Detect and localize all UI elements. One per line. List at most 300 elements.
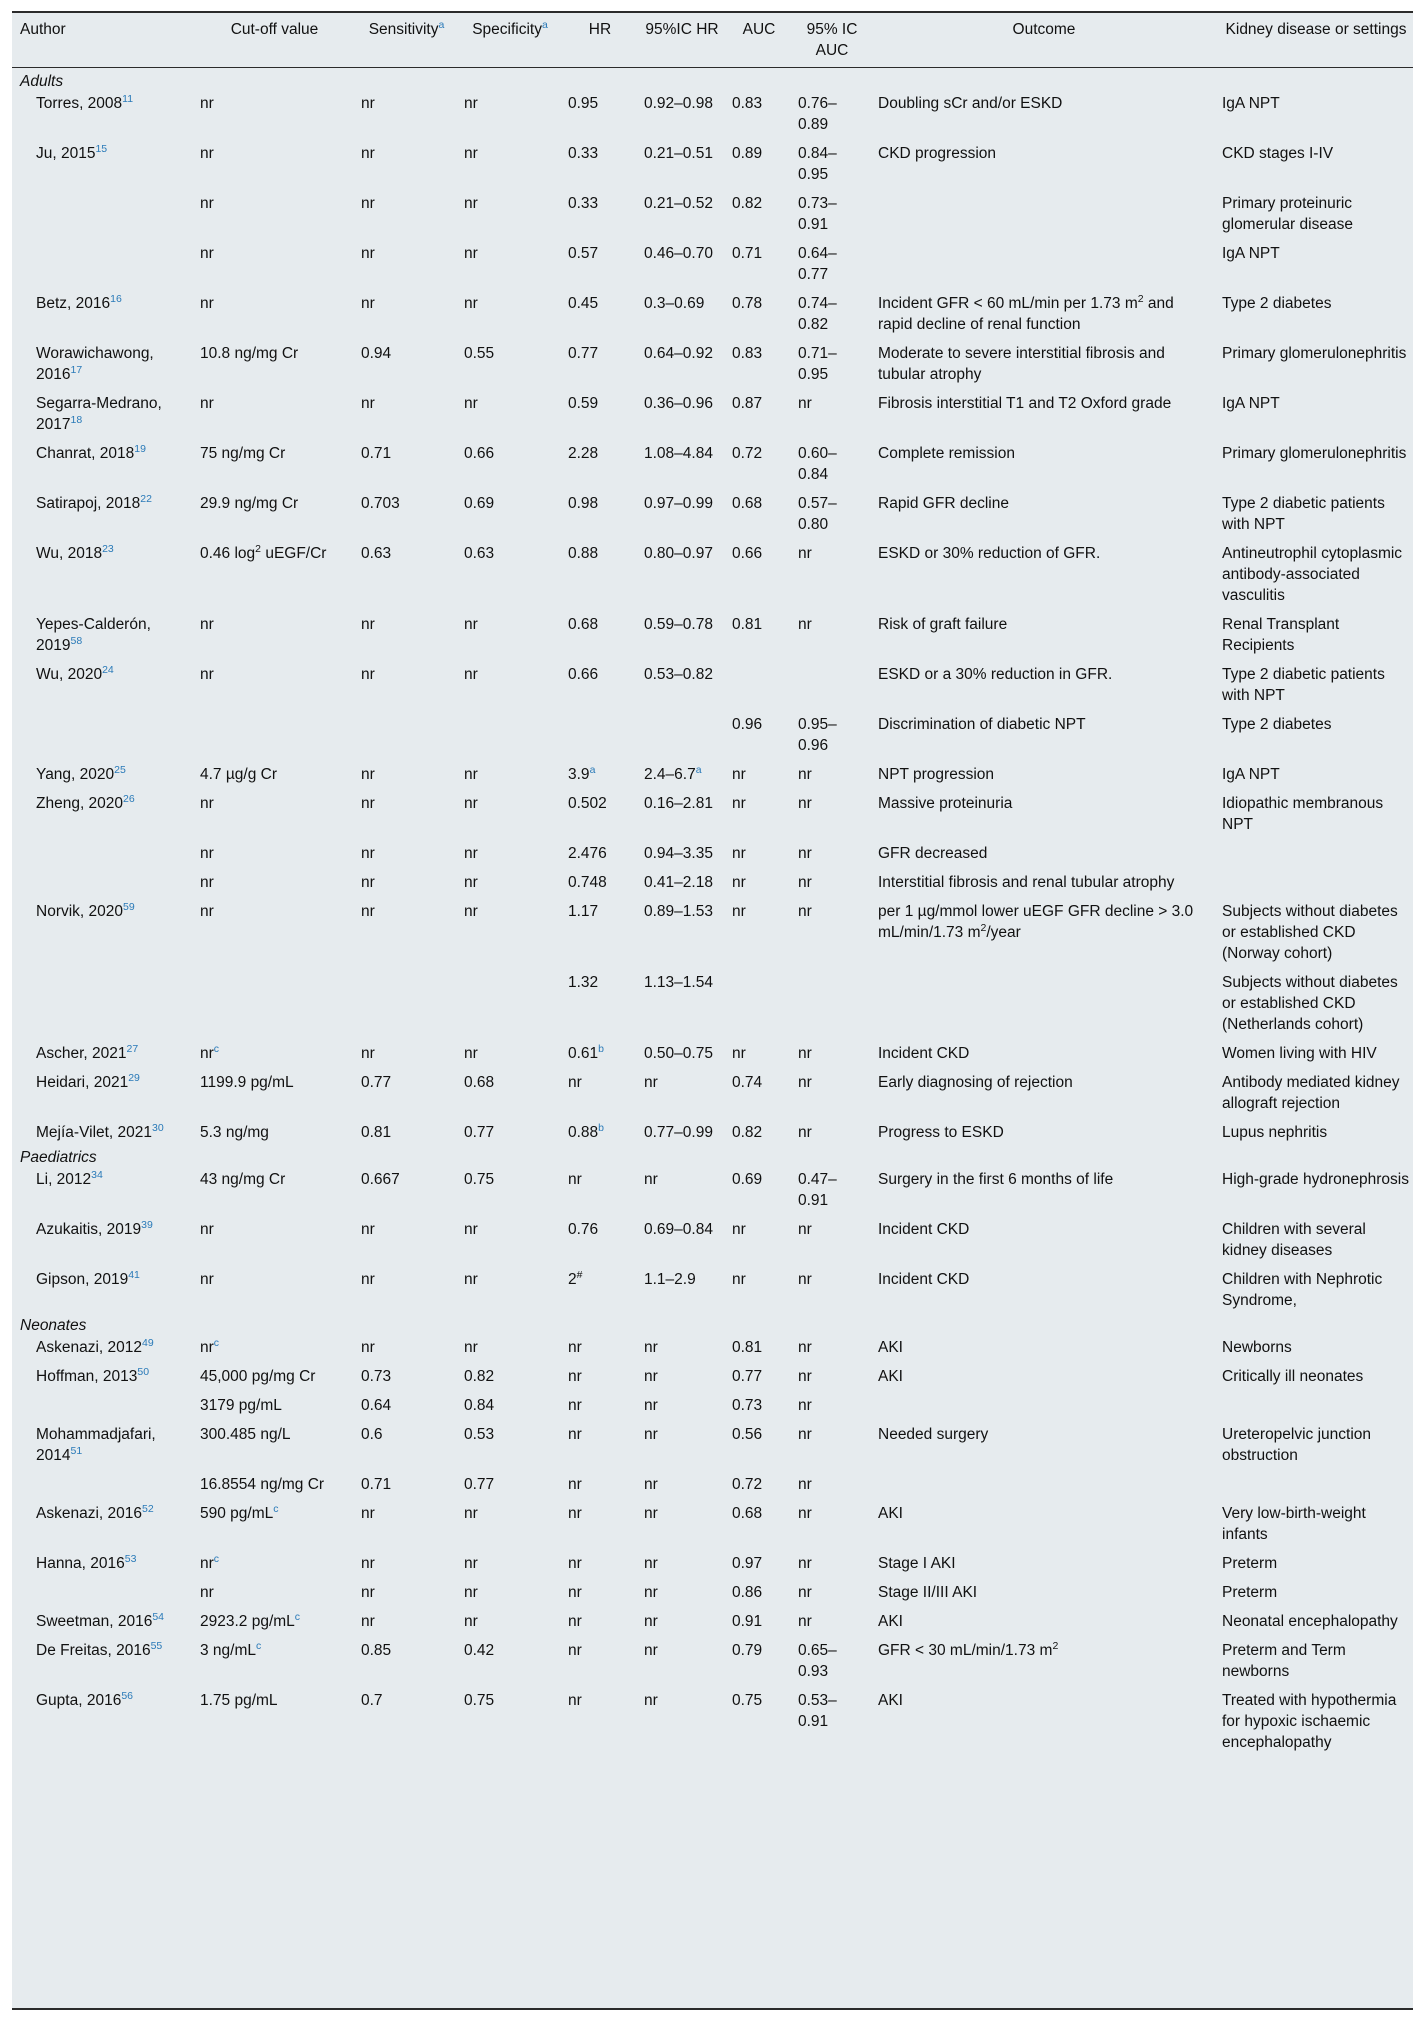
table-row bbox=[12, 1212, 1413, 1262]
cell-auc: 0.87 bbox=[732, 395, 763, 412]
cell-ci-hr: nr bbox=[644, 1505, 658, 1522]
cell-hr: nr bbox=[568, 1505, 582, 1522]
cell-author: Wu, 2020$^{24}$ bbox=[36, 663, 114, 683]
cell-author: Askenazi, 2012$^{49}$ bbox=[36, 1336, 154, 1356]
cell-ci-hr: nr bbox=[644, 1397, 658, 1414]
cell-author bbox=[12, 1575, 194, 1604]
cell-cutoff: nr bbox=[200, 795, 214, 812]
cell-author: Satirapoj, 2018$^{22}$ bbox=[36, 492, 152, 512]
cell-specificity: nr bbox=[464, 845, 478, 862]
cell-outcome: Interstitial fibrosis and renal tubular atrophy bbox=[878, 874, 1175, 891]
cell-author: Zheng, 2020$^{26}$ bbox=[36, 792, 135, 812]
cell-ci-hr: 1.13–1.54 bbox=[644, 974, 713, 991]
cell-ci-auc: nr bbox=[798, 1555, 812, 1572]
cell-kidney bbox=[1216, 1388, 1413, 1417]
cell-ci-auc: nr bbox=[798, 766, 812, 783]
cell-kidney: Idiopathic membranous NPT bbox=[1222, 795, 1384, 833]
cell-kidney: Type 2 diabetes bbox=[1222, 295, 1332, 312]
cell-kidney: IgA NPT bbox=[1222, 766, 1280, 783]
cell-hr: nr bbox=[568, 1397, 582, 1414]
cell-hr: 0.33 bbox=[568, 195, 599, 212]
cell-hr: 2.476 bbox=[568, 845, 607, 862]
cell-ci-hr: nr bbox=[644, 1555, 658, 1572]
cell-auc: 0.73 bbox=[732, 1397, 763, 1414]
cell-kidney: Type 2 diabetes bbox=[1222, 716, 1332, 733]
cell-specificity: nr bbox=[464, 1271, 478, 1288]
cell-specificity: 0.55 bbox=[464, 345, 495, 362]
cell-specificity: nr bbox=[464, 1221, 478, 1238]
cell-ci-hr: 0.64–0.92 bbox=[644, 345, 713, 362]
cell-specificity: nr bbox=[464, 195, 478, 212]
table-row bbox=[12, 1262, 1413, 1312]
table-row bbox=[12, 236, 1413, 286]
table-row bbox=[12, 1604, 1413, 1633]
cell-author: De Freitas, 2016$^{55}$ bbox=[36, 1639, 163, 1659]
cell-ci-hr bbox=[638, 707, 726, 757]
table-row bbox=[12, 386, 1413, 436]
cell-auc: nr bbox=[732, 766, 746, 783]
cell-cutoff: 300.485 ng/L bbox=[200, 1426, 291, 1443]
cell-specificity: nr bbox=[464, 395, 478, 412]
cell-auc: nr bbox=[732, 903, 746, 920]
cell-ci-auc: nr bbox=[798, 1368, 812, 1385]
table-row bbox=[12, 786, 1413, 836]
cell-specificity: nr bbox=[464, 766, 478, 783]
cell-author bbox=[12, 836, 194, 865]
cell-outcome: Doubling sCr and/or ESKD bbox=[878, 95, 1063, 112]
cell-ci-auc: 0.60–0.84 bbox=[798, 445, 837, 483]
cell-ci-auc: nr bbox=[798, 1613, 812, 1630]
cell-author: Hoffman, 2013$^{50}$ bbox=[36, 1365, 150, 1385]
cell-ci-hr: nr bbox=[644, 1692, 658, 1709]
cell-author: Yepes-Calderón, 2019$^{58}$ bbox=[36, 616, 151, 654]
cell-outcome: Fibrosis interstitial T1 and T2 Oxford grade bbox=[878, 395, 1172, 412]
cell-author: Ascher, 2021$^{27}$ bbox=[36, 1042, 139, 1062]
cell-specificity: nr bbox=[464, 874, 478, 891]
cell-auc: 0.89 bbox=[732, 145, 763, 162]
cell-specificity: nr bbox=[464, 666, 478, 683]
section-title: Neonates bbox=[20, 1317, 87, 1334]
cell-cutoff bbox=[194, 965, 355, 1036]
cell-sensitivity: nr bbox=[361, 903, 375, 920]
cell-hr: 0.95 bbox=[568, 95, 599, 112]
cell-hr: nr bbox=[568, 1555, 582, 1572]
cell-auc: 0.83 bbox=[732, 95, 763, 112]
cell-ci-hr: 0.80–0.97 bbox=[644, 545, 713, 562]
cell-cutoff: 29.9 ng/mg Cr bbox=[200, 495, 299, 512]
cell-outcome: per 1 µg/mmol lower uEGF GFR decline > 3.0 mL/min/1.73 $m^2$/year bbox=[878, 903, 1194, 941]
cell-outcome: Early diagnosing of rejection bbox=[878, 1074, 1073, 1091]
cell-hr: 0.57 bbox=[568, 245, 599, 262]
biomarker-table bbox=[12, 11, 1413, 2010]
cell-cutoff: nr bbox=[200, 845, 214, 862]
col-outcome: Outcome bbox=[872, 13, 1216, 68]
cell-sensitivity: 0.64 bbox=[361, 1397, 392, 1414]
table-row bbox=[12, 657, 1413, 707]
cell-ci-auc: 0.47–0.91 bbox=[798, 1171, 837, 1209]
cell-cutoff: nr bbox=[200, 395, 214, 412]
cell-kidney: High-grade hydronephrosis bbox=[1222, 1171, 1409, 1188]
cell-sensitivity: nr bbox=[361, 1555, 375, 1572]
cell-ci-auc: nr bbox=[798, 1339, 812, 1356]
cell-ci-hr: 0.94–3.35 bbox=[644, 845, 713, 862]
cell-outcome: Incident CKD bbox=[878, 1221, 970, 1238]
cell-kidney: Type 2 diabetic patients with NPT bbox=[1222, 666, 1385, 704]
cell-specificity: 0.77 bbox=[464, 1124, 495, 1141]
cell-cutoff: 2923.2 pg/mL$^c$ bbox=[200, 1610, 301, 1630]
cell-hr bbox=[562, 707, 638, 757]
cell-sensitivity: 0.63 bbox=[361, 545, 392, 562]
cell-kidney: Type 2 diabetic patients with NPT bbox=[1222, 495, 1385, 533]
cell-ci-hr: 1.1–2.9 bbox=[644, 1271, 696, 1288]
cell-auc: 0.79 bbox=[732, 1642, 763, 1659]
cell-author bbox=[12, 236, 194, 286]
table-row bbox=[12, 436, 1413, 486]
cell-specificity: nr bbox=[464, 1045, 478, 1062]
cell-specificity: 0.63 bbox=[464, 545, 495, 562]
cell-hr: nr bbox=[568, 1368, 582, 1385]
cell-auc: 0.71 bbox=[732, 245, 763, 262]
cell-outcome: GFR < 30 mL/min/1.73 $m^2$ bbox=[878, 1639, 1059, 1659]
cell-author: Worawichawong, 2016$^{17}$ bbox=[36, 345, 154, 383]
cell-ci-hr: 0.21–0.52 bbox=[644, 195, 713, 212]
cell-outcome: AKI bbox=[878, 1692, 903, 1709]
cell-auc: nr bbox=[732, 874, 746, 891]
cell-outcome: NPT progression bbox=[878, 766, 995, 783]
cell-cutoff: nr bbox=[200, 145, 214, 162]
cell-cutoff: 5.3 ng/mg bbox=[200, 1124, 269, 1141]
cell-auc: nr bbox=[732, 1271, 746, 1288]
table-row bbox=[12, 836, 1413, 865]
cell-hr: nr bbox=[568, 1642, 582, 1659]
cell-ci-auc: 0.76–0.89 bbox=[798, 95, 837, 133]
table-row bbox=[12, 707, 1413, 757]
cell-outcome: Discrimination of diabetic NPT bbox=[878, 716, 1086, 733]
cell-hr: 2.28 bbox=[568, 445, 599, 462]
cell-ci-auc: 0.73–0.91 bbox=[798, 195, 837, 233]
cell-ci-auc: nr bbox=[798, 1397, 812, 1414]
cell-sensitivity: nr bbox=[361, 1613, 375, 1630]
cell-outcome: Stage II/III AKI bbox=[878, 1584, 978, 1601]
cell-sensitivity bbox=[355, 965, 458, 1036]
cell-ci-auc: 0.57–0.80 bbox=[798, 495, 837, 533]
cell-cutoff: nr$^c$ bbox=[200, 1042, 220, 1062]
cell-ci-auc: nr bbox=[798, 1124, 812, 1141]
cell-auc: 0.72 bbox=[732, 1476, 763, 1493]
cell-hr: 0.45 bbox=[568, 295, 599, 312]
col-ci-hr: 95%IC HR bbox=[638, 13, 726, 68]
cell-hr: nr bbox=[568, 1171, 582, 1188]
cell-specificity bbox=[458, 707, 562, 757]
cell-kidney bbox=[1216, 865, 1413, 894]
cell-auc: nr bbox=[732, 1045, 746, 1062]
cell-specificity: nr bbox=[464, 795, 478, 812]
cell-outcome: ESKD or a 30% reduction in GFR. bbox=[878, 666, 1113, 683]
cell-ci-auc: nr bbox=[798, 1505, 812, 1522]
cell-ci-hr: 0.3–0.69 bbox=[644, 295, 705, 312]
cell-auc: 0.91 bbox=[732, 1613, 763, 1630]
cell-auc: 0.66 bbox=[732, 545, 763, 562]
cell-sensitivity: 0.77 bbox=[361, 1074, 392, 1091]
cell-kidney: Ureteropelvic junction obstruction bbox=[1222, 1426, 1372, 1464]
cell-author: Azukaitis, 2019$^{39}$ bbox=[36, 1218, 153, 1238]
col-specificity: Specificity$^a$ bbox=[458, 13, 562, 68]
cell-cutoff: nr bbox=[200, 903, 214, 920]
cell-ci-hr: nr bbox=[644, 1426, 658, 1443]
cell-ci-auc: nr bbox=[798, 395, 812, 412]
cell-sensitivity: nr bbox=[361, 1045, 375, 1062]
cell-ci-auc: nr bbox=[798, 1271, 812, 1288]
cell-sensitivity: nr bbox=[361, 95, 375, 112]
col-sensitivity: Sensitivity$^a$ bbox=[355, 13, 458, 68]
cell-specificity: nr bbox=[464, 1505, 478, 1522]
cell-kidney: Children with several kidney diseases bbox=[1222, 1221, 1366, 1259]
cell-ci-hr: 0.69–0.84 bbox=[644, 1221, 713, 1238]
cell-ci-hr: 0.16–2.81 bbox=[644, 795, 713, 812]
cell-cutoff: 1.75 pg/mL bbox=[200, 1692, 278, 1709]
cell-outcome bbox=[872, 1388, 1216, 1417]
cell-kidney bbox=[1216, 1467, 1413, 1496]
cell-hr: 0.33 bbox=[568, 145, 599, 162]
cell-sensitivity: nr bbox=[361, 795, 375, 812]
cell-outcome: Risk of graft failure bbox=[878, 616, 1008, 633]
cell-outcome: Massive proteinuria bbox=[878, 795, 1013, 812]
cell-ci-hr: 0.41–2.18 bbox=[644, 874, 713, 891]
cell-author bbox=[12, 865, 194, 894]
table-row bbox=[12, 186, 1413, 236]
cell-sensitivity: 0.73 bbox=[361, 1368, 392, 1385]
cell-author bbox=[12, 707, 194, 757]
cell-author: Chanrat, 2018$^{19}$ bbox=[36, 442, 146, 462]
cell-kidney bbox=[1216, 836, 1413, 865]
table-row bbox=[12, 92, 1413, 136]
cell-outcome: Incident CKD bbox=[878, 1271, 970, 1288]
cell-hr: 0.66 bbox=[568, 666, 599, 683]
cell-auc: 0.68 bbox=[732, 495, 763, 512]
cell-outcome: Incident CKD bbox=[878, 1045, 970, 1062]
table-header bbox=[12, 13, 1413, 68]
cell-hr: nr bbox=[568, 1476, 582, 1493]
cell-outcome bbox=[872, 965, 1216, 1036]
cell-cutoff: 45,000 pg/mg Cr bbox=[200, 1368, 316, 1385]
cell-sensitivity: nr bbox=[361, 145, 375, 162]
cell-ci-hr: 2.4–6.7$^a$ bbox=[644, 763, 702, 783]
cell-ci-auc: 0.65–0.93 bbox=[798, 1642, 837, 1680]
cell-ci-hr: nr bbox=[644, 1171, 658, 1188]
cell-kidney: Neonatal encephalopathy bbox=[1222, 1613, 1398, 1630]
cell-hr: nr bbox=[568, 1613, 582, 1630]
cell-ci-hr: 1.08–4.84 bbox=[644, 445, 713, 462]
cell-hr: 3.9$^a$ bbox=[568, 763, 596, 783]
cell-cutoff: 4.7 µg/g Cr bbox=[200, 766, 277, 783]
cell-kidney: Antibody mediated kidney allograft rejection bbox=[1222, 1074, 1400, 1112]
cell-specificity: 0.84 bbox=[464, 1397, 495, 1414]
cell-sensitivity: 0.703 bbox=[361, 495, 400, 512]
col-auc: AUC bbox=[726, 13, 792, 68]
cell-auc: 0.83 bbox=[732, 345, 763, 362]
cell-auc bbox=[726, 965, 792, 1036]
cell-ci-hr: 0.50–0.75 bbox=[644, 1045, 713, 1062]
cell-sensitivity: nr bbox=[361, 845, 375, 862]
cell-outcome: AKI bbox=[878, 1368, 903, 1385]
cell-ci-auc: nr bbox=[798, 1584, 812, 1601]
cell-auc: nr bbox=[732, 1221, 746, 1238]
cell-auc: nr bbox=[732, 795, 746, 812]
cell-sensitivity: 0.667 bbox=[361, 1171, 400, 1188]
cell-auc: 0.96 bbox=[732, 716, 763, 733]
cell-kidney: Primary glomerulonephritis bbox=[1222, 445, 1407, 462]
cell-hr: 0.59 bbox=[568, 395, 599, 412]
table-row bbox=[12, 1496, 1413, 1546]
table-row bbox=[12, 1467, 1413, 1496]
cell-hr: nr bbox=[568, 1339, 582, 1356]
cell-kidney: CKD stages I-IV bbox=[1222, 145, 1334, 162]
cell-cutoff: nr bbox=[200, 95, 214, 112]
col-author: Author bbox=[12, 13, 194, 68]
cell-ci-auc: nr bbox=[798, 1221, 812, 1238]
cell-kidney: Primary glomerulonephritis bbox=[1222, 345, 1407, 362]
cell-kidney: Women living with HIV bbox=[1222, 1045, 1377, 1062]
table-row bbox=[12, 757, 1413, 786]
cell-auc: 0.78 bbox=[732, 295, 763, 312]
table-row bbox=[12, 1575, 1413, 1604]
cell-specificity: nr bbox=[464, 1555, 478, 1572]
cell-ci-hr: nr bbox=[644, 1368, 658, 1385]
cell-cutoff: nr bbox=[200, 1271, 214, 1288]
table-row bbox=[12, 1546, 1413, 1575]
cell-hr: 0.77 bbox=[568, 345, 599, 362]
cell-auc: 0.72 bbox=[732, 445, 763, 462]
cell-hr: 0.61$^b$ bbox=[568, 1042, 605, 1062]
cell-cutoff: 3 ng/mL$^c$ bbox=[200, 1639, 262, 1659]
table-row bbox=[12, 1115, 1413, 1144]
cell-auc: 0.81 bbox=[732, 616, 763, 633]
cell-cutoff: 590 pg/mL$^c$ bbox=[200, 1502, 279, 1522]
cell-cutoff: 10.8 ng/mg Cr bbox=[200, 345, 299, 362]
cell-author: Betz, 2016$^{16}$ bbox=[36, 292, 122, 312]
cell-cutoff: 1199.9 pg/mL bbox=[200, 1074, 294, 1091]
cell-author: Mohammadjafari, 2014$^{51}$ bbox=[36, 1426, 156, 1464]
cell-kidney: Very low-birth-weight infants bbox=[1222, 1505, 1366, 1543]
cell-cutoff: 16.8554 ng/mg Cr bbox=[200, 1476, 325, 1493]
cell-author: Yang, 2020$^{25}$ bbox=[36, 763, 126, 783]
cell-author: Ju, 2015$^{15}$ bbox=[36, 142, 108, 162]
cell-specificity bbox=[458, 965, 562, 1036]
cell-outcome: AKI bbox=[878, 1339, 903, 1356]
cell-specificity: 0.82 bbox=[464, 1368, 495, 1385]
cell-specificity: 0.42 bbox=[464, 1642, 495, 1659]
cell-sensitivity: nr bbox=[361, 1584, 375, 1601]
cell-cutoff: 0.46 $\log^2$ uEGF/Cr bbox=[200, 542, 327, 562]
cell-outcome: AKI bbox=[878, 1613, 903, 1630]
cell-author: Segarra-Medrano, 2017$^{18}$ bbox=[36, 395, 162, 433]
cell-ci-auc: 0.84–0.95 bbox=[798, 145, 837, 183]
cell-specificity: nr bbox=[464, 1613, 478, 1630]
cell-author: Li, 2012$^{34}$ bbox=[36, 1168, 103, 1188]
table-row bbox=[12, 136, 1413, 186]
cell-hr: 0.76 bbox=[568, 1221, 599, 1238]
cell-specificity: nr bbox=[464, 1584, 478, 1601]
cell-author bbox=[12, 965, 194, 1036]
cell-sensitivity: nr bbox=[361, 295, 375, 312]
cell-kidney: Preterm bbox=[1222, 1555, 1278, 1572]
cell-author bbox=[12, 186, 194, 236]
cell-sensitivity: nr bbox=[361, 195, 375, 212]
cell-outcome: Incident GFR < 60 mL/min per 1.73 $m^2$ and rapid decline of renal function bbox=[878, 292, 1174, 333]
cell-specificity: 0.53 bbox=[464, 1426, 495, 1443]
cell-sensitivity: 0.71 bbox=[361, 1476, 392, 1493]
table-row bbox=[12, 965, 1413, 1036]
cell-ci-hr: 0.21–0.51 bbox=[644, 145, 713, 162]
cell-specificity: 0.75 bbox=[464, 1171, 495, 1188]
cell-sensitivity: nr bbox=[361, 395, 375, 412]
cell-outcome: CKD progression bbox=[878, 145, 997, 162]
cell-cutoff: nr$^c$ bbox=[200, 1552, 220, 1572]
cell-author bbox=[12, 1467, 194, 1496]
cell-specificity: nr bbox=[464, 1339, 478, 1356]
cell-outcome: Stage I AKI bbox=[878, 1555, 956, 1572]
cell-kidney: Newborns bbox=[1222, 1339, 1292, 1356]
cell-ci-auc: 0.71–0.95 bbox=[798, 345, 837, 383]
cell-sensitivity: 0.94 bbox=[361, 345, 392, 362]
cell-ci-hr: nr bbox=[644, 1584, 658, 1601]
table-row bbox=[12, 1633, 1413, 1683]
cell-ci-hr: nr bbox=[644, 1476, 658, 1493]
cell-ci-auc: nr bbox=[798, 545, 812, 562]
cell-outcome: Rapid GFR decline bbox=[878, 495, 1009, 512]
cell-ci-hr: 0.36–0.96 bbox=[644, 395, 713, 412]
cell-sensitivity bbox=[355, 707, 458, 757]
cell-cutoff: nr bbox=[200, 295, 214, 312]
cell-ci-hr: 0.97–0.99 bbox=[644, 495, 713, 512]
cell-cutoff: 43 ng/mg Cr bbox=[200, 1171, 286, 1188]
cell-hr: 0.88$^b$ bbox=[568, 1121, 605, 1141]
table-row bbox=[12, 486, 1413, 536]
cell-kidney: Preterm bbox=[1222, 1584, 1278, 1601]
cell-outcome bbox=[872, 236, 1216, 286]
cell-cutoff: nr bbox=[200, 874, 214, 891]
cell-ci-auc: nr bbox=[798, 903, 812, 920]
col-cutoff: Cut-off value bbox=[194, 13, 355, 68]
table-row bbox=[12, 1417, 1413, 1467]
cell-outcome: Progress to ESKD bbox=[878, 1124, 1004, 1141]
cell-cutoff: nr bbox=[200, 666, 214, 683]
cell-specificity: nr bbox=[464, 903, 478, 920]
cell-cutoff: nr bbox=[200, 1584, 214, 1601]
cell-specificity: nr bbox=[464, 145, 478, 162]
cell-kidney: Treated with hypothermia for hypoxic ischaemic encephalopathy bbox=[1222, 1692, 1397, 1751]
cell-cutoff: nr bbox=[200, 616, 214, 633]
cell-ci-auc: nr bbox=[798, 1426, 812, 1443]
cell-kidney: Children with Nephrotic Syndrome, bbox=[1222, 1271, 1383, 1309]
cell-ci-hr: 0.53–0.82 bbox=[644, 666, 713, 683]
cell-specificity: nr bbox=[464, 95, 478, 112]
cell-auc: 0.82 bbox=[732, 195, 763, 212]
cell-auc: 0.68 bbox=[732, 1505, 763, 1522]
cell-author: Gipson, 2019$^{41}$ bbox=[36, 1268, 140, 1288]
cell-auc: 0.82 bbox=[732, 1124, 763, 1141]
cell-ci-hr: 0.89–1.53 bbox=[644, 903, 713, 920]
cell-hr: 0.88 bbox=[568, 545, 599, 562]
table-row bbox=[12, 1683, 1413, 1754]
cell-author bbox=[12, 1388, 194, 1417]
cell-kidney: IgA NPT bbox=[1222, 95, 1280, 112]
cell-sensitivity: 0.7 bbox=[361, 1692, 383, 1709]
col-ci-auc: 95% IC AUC bbox=[792, 13, 872, 68]
cell-auc bbox=[726, 657, 792, 707]
section-heading bbox=[12, 1312, 1413, 1336]
cell-author: Heidari, 2021$^{29}$ bbox=[36, 1071, 140, 1091]
